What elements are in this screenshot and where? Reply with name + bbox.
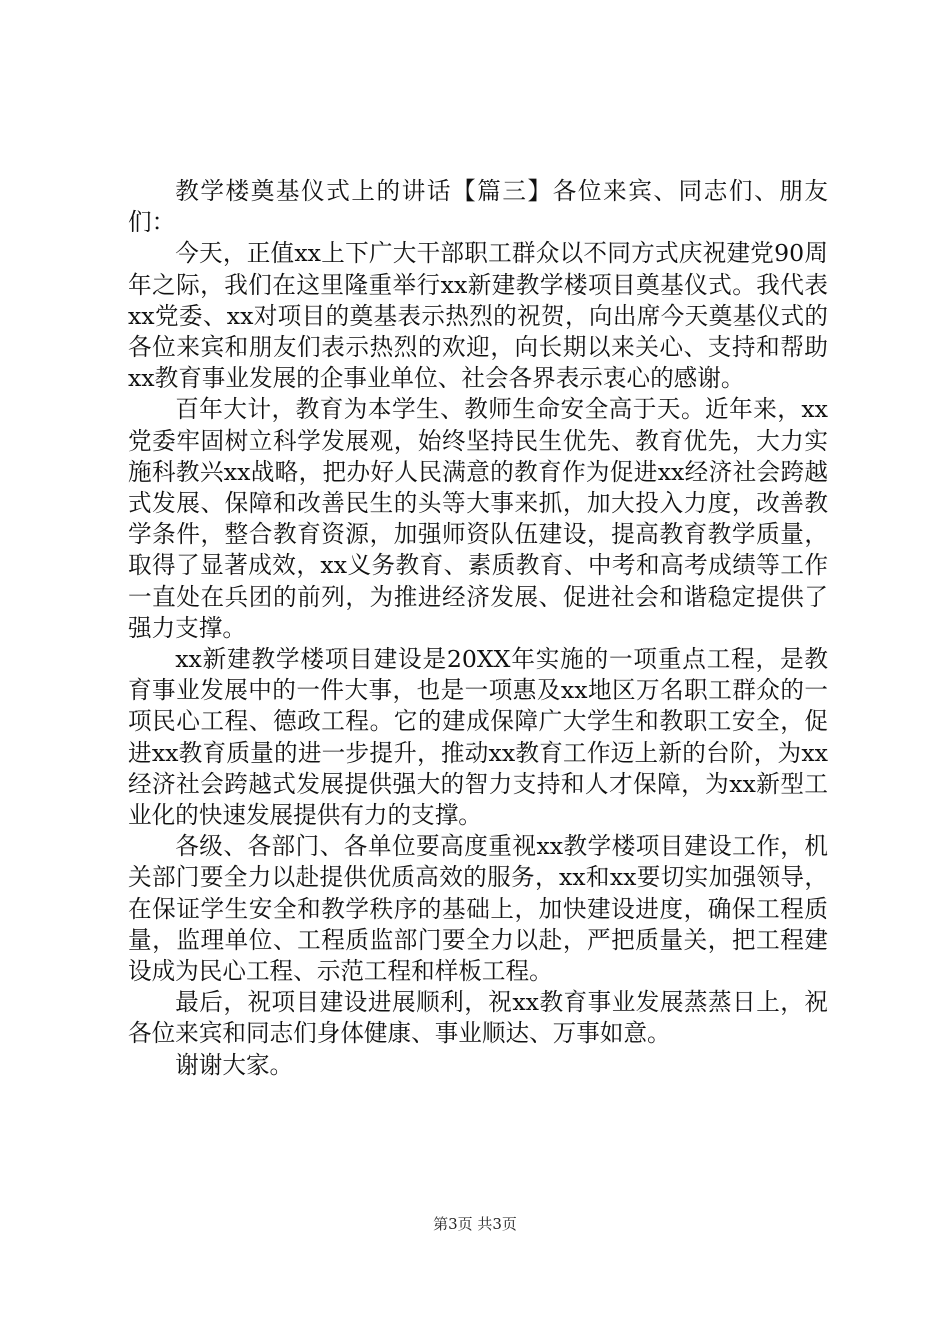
paragraph: 各级、各部门、各单位要高度重视xx教学楼项目建设工作，机关部门要全力以赴提供优质高效的服务，xx和xx要切实加强领导，在保证学生安全和教学秩序的基础上，加快建设进度，确保工程质量，监理单位、工程质监部门要全力以赴，严把质量关，把工程建设成为民心工程、示范工程和样板工程。 [128,832,828,986]
paragraph-heading: 教学楼奠基仪式上的讲话【篇三】各位来宾、同志们、朋友们： [128,177,828,237]
paragraph: 百年大计，教育为本学生、教师生命安全高于天。近年来，xx党委牢固树立科学发展观，始终坚持民生优先、教育优先，大力实施科教兴xx战略，把办好人民满意的教育作为促进xx经济社会跨越式发展、保障和改善民生的头等大事来抓，加大投入力度，改善教学条件，整合教育资源，加强师资队伍建设，提高教育教学质量，取得了显著成效，xx义务教育、素质教育、中考和高考成绩等工作一直处在兵团的前列，为推进经济发展、促进社会和谐稳定提供了强力支撑。 [128,395,828,642]
paragraph: xx新建教学楼项目建设是20XX年实施的一项重点工程，是教育事业发展中的一件大事，也是一项惠及xx地区万名职工群众的一项民心工程、德政工程。它的建成保障广大学生和教职工安全，促进xx教育质量的进一步提升，推动xx教育工作迈上新的台阶，为xx经济社会跨越式发展提供强大的智力支持和人才保障，为xx新型工业化的快速发展提供有力的支撑。 [128,645,828,830]
paragraph-closing: 谢谢大家。 [175,1050,294,1079]
page-number-footer: 第3页 共3页 [433,1215,517,1233]
document-body [128,176,828,1081]
paragraph: 最后，祝项目建设进展顺利，祝xx教育事业发展蒸蒸日上，祝各位来宾和同志们身体健康、事业顺达、万事如意。 [128,988,828,1048]
paragraph: 今天，正值xx上下广大干部职工群众以不同方式庆祝建党90周年之际，我们在这里隆重举行xx新建教学楼项目奠基仪式。我代表xx党委、xx对项目的奠基表示热烈的祝贺，向出席今天奠基仪式的各位来宾和朋友们表示热烈的欢迎，向长期以来关心、支持和帮助xx教育事业发展的企事业单位、社会各界表示衷心的感谢。 [128,239,828,393]
